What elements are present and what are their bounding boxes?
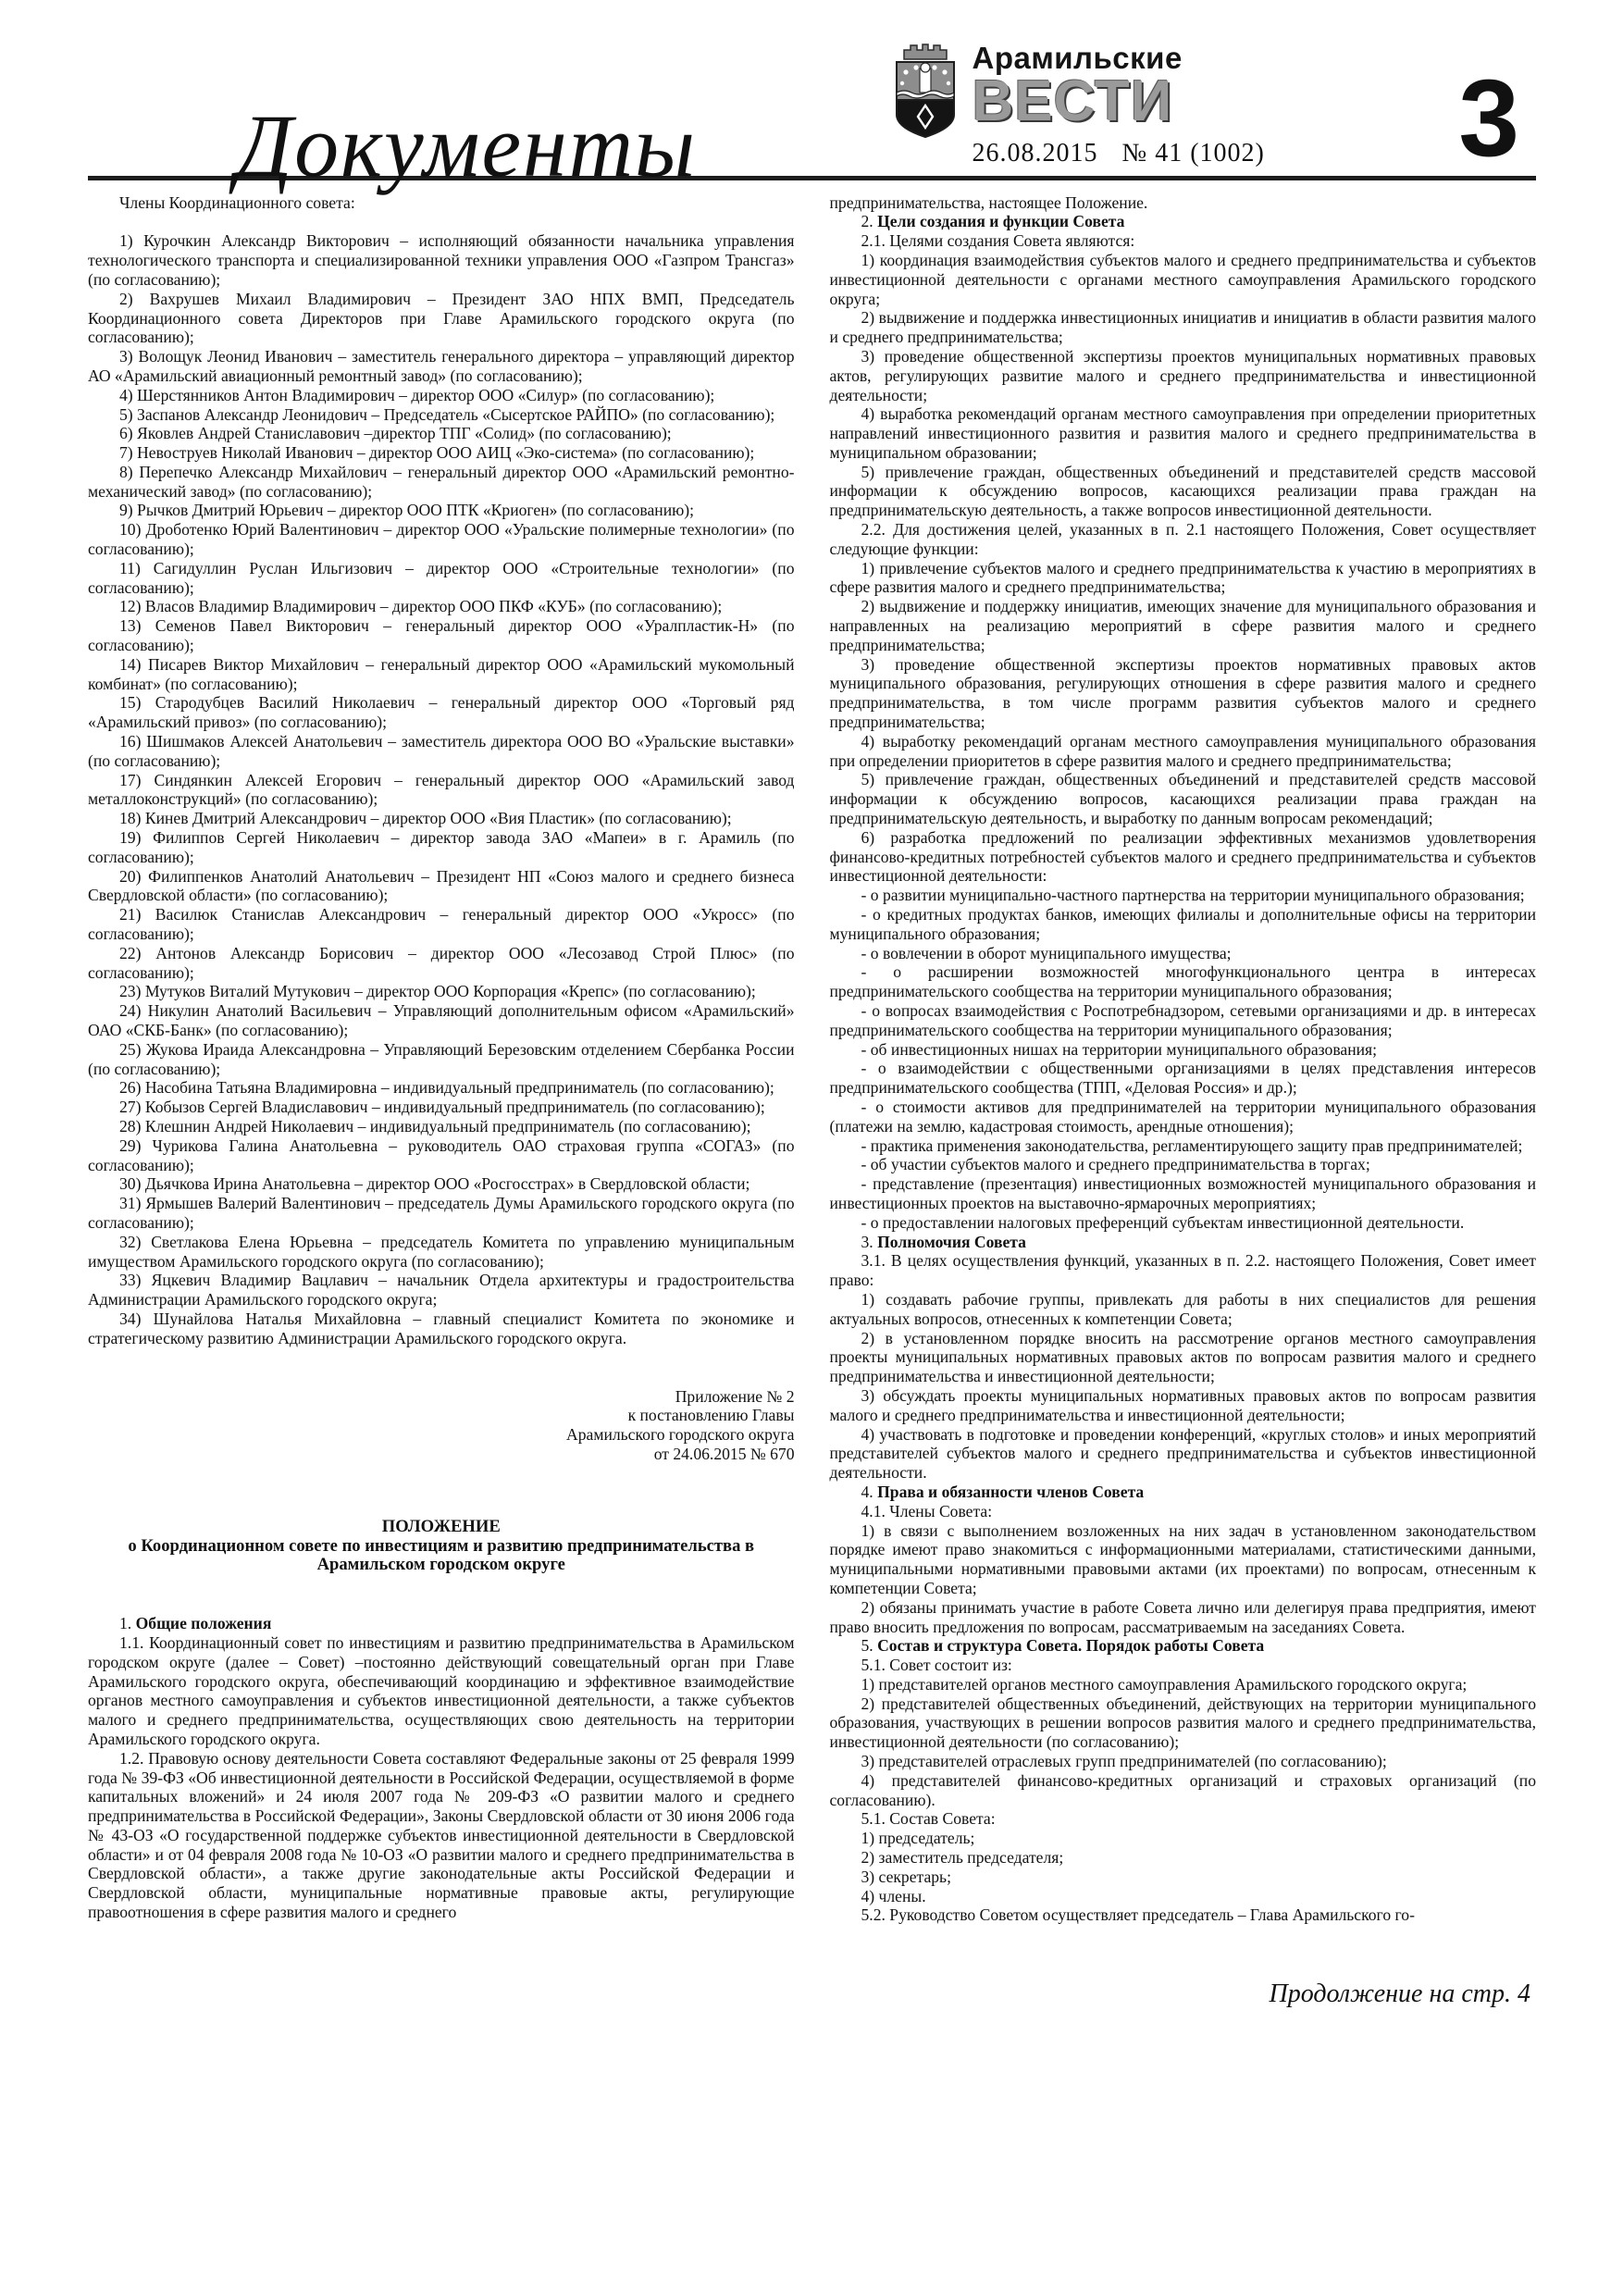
vertical-gap <box>88 1348 795 1387</box>
appendix-reference-line: Приложение № 2 <box>675 1386 795 1406</box>
paragraph: 13) Семенов Павел Викторович – генеральный директор ООО «Уралпластик-Н» (по согласованию); <box>88 616 795 655</box>
paragraph: 9) Рычков Дмитрий Юрьевич – директор ООО ПТК «Криоген» (по согласованию); <box>119 501 695 520</box>
paragraph: 25) Жукова Ираида Александровна – Управляющий Березовским отделением Сбербанка России (по согласованию); <box>88 1039 795 1078</box>
paragraph: - о взаимодействии с общественными организациями в целях представления интересов предпринимательского сообщества (ТПП, «Деловая Россия» и др.); <box>829 1059 1536 1098</box>
paragraph: 23) Мутуков Виталий Мутукович – директор ООО Корпорация «Крепс» (по согласованию); <box>119 982 756 1001</box>
paragraph: - о вовлечении в оборот муниципального имущества; <box>861 943 1232 962</box>
paragraph: 2) в установленном порядке вносить на рассмотрение органов местного самоуправления проекты муниципальных нормативных правовых актов по вопросам развития малого и среднего предпринимательства и инвестиционной деятельности; <box>829 1328 1536 1386</box>
paragraph: - о предоставлении налоговых преференций субъектам инвестиционной деятельности. <box>861 1212 1465 1232</box>
paragraph: 14) Писарев Виктор Михайлович – генеральный директор ООО «Арамильский мукомольный комбинат» (по согласованию); <box>88 654 795 693</box>
paragraph: 3) Волощук Леонид Иванович – заместитель генерального директора – управляющий директор АО «Арамильский авиационный ремонтный завод» (по согласованию); <box>88 347 795 385</box>
paragraph: 22) Антонов Александр Борисович – директор ООО «Лесозавод Строй Плюс» (по согласованию); <box>88 943 795 982</box>
city-coat-of-arms-icon <box>891 43 960 139</box>
paragraph: 16) Шишмаков Алексей Анатольевич – заместитель директора ООО ВО «Уральские выставки» (по согласованию); <box>88 732 795 770</box>
paragraph: 28) Клешнин Андрей Николаевич – индивидуальный предприниматель (по согласованию); <box>119 1116 751 1136</box>
paragraph: 4) выработку рекомендаций органам местного самоуправления муниципального образования при определении приоритетов в сфере развития малого и среднего предпринимательства; <box>829 731 1536 770</box>
paragraph: 6) разработка предложений по реализации эффективных механизмов удовлетворения финансово-кредитных потребностей субъектов малого и среднего предпринимательства и субъектов инвестиционной деятельности: <box>829 827 1536 886</box>
paragraph: 2) заместитель председателя; <box>861 1848 1064 1868</box>
paragraph: 3.1. В целях осуществления функций, указанных в п. 2.2. настоящего Положения, Совет имеет право: <box>829 1251 1536 1290</box>
section-heading <box>830 1233 1537 1252</box>
paragraph: 2.1. Целями создания Совета являются: <box>861 231 1135 251</box>
document-title: о Координационном совете по инвестициям и развитию предпринимательства в Арамильском городском округе <box>128 1535 755 1575</box>
paragraph: 18) Кинев Дмитрий Александрович – директор ООО «Вия Пластик» (по согласованию); <box>119 809 732 828</box>
section-number: 2. <box>861 212 878 231</box>
section-title: Цели создания и функции Совета <box>877 212 1125 231</box>
paragraph: - о расширении возможностей многофункционального центра в интересах предпринимательского сообщества на территории муниципального образования; <box>829 962 1536 1001</box>
paragraph: 10) Дроботенко Юрий Валентинович – директор ООО «Уральские полимерные технологии» (по согласованию); <box>88 520 795 559</box>
paragraph: 8) Перепечко Александр Михайлович – генеральный директор ООО «Арамильский ремонтно-механический завод» (по согласованию); <box>88 462 795 501</box>
paragraph: 3) проведение общественной экспертизы проектов муниципальных нормативных правовых актов, регулирующих развитие малого и среднего предпринимательства и инвестиционной деятельности; <box>829 346 1536 404</box>
masthead <box>891 43 1265 176</box>
page-header <box>88 0 1536 195</box>
paragraph: - практика применения законодательства, регламентирующего защиту прав предпринимателей; <box>861 1136 1523 1155</box>
paragraph: 4) представителей финансово-кредитных организаций и страховых организаций (по согласованию). <box>829 1770 1536 1809</box>
section-heading <box>88 1614 795 1633</box>
paragraph: 1) Курочкин Александр Викторович – исполняющий обязанности начальника управления технологического транспорта и специализированной техники управления ООО «Газпром Трансгаз» (по согласованию); <box>88 231 795 289</box>
section-number: 3. <box>861 1232 878 1251</box>
page-number: 3 <box>1458 57 1519 180</box>
paragraph: 3) секретарь; <box>861 1867 951 1886</box>
paragraph: 12) Власов Владимир Владимирович – директор ООО ПКФ «КУБ» (по согласованию); <box>119 597 723 616</box>
paragraph: 6) Яковлев Андрей Станиславович –директор ТПГ «Солид» (по согласованию); <box>119 424 672 443</box>
paragraph: 29) Чурикова Галина Анатольевна – руководитель ОАО страховая группа «СОГАЗ» (по согласованию); <box>88 1136 795 1174</box>
paragraph: 5.1. Состав Совета: <box>861 1809 996 1829</box>
paragraph: 2) обязаны принимать участие в работе Совета лично или делегируя права предприятия, имеют право вносить предложения по вопросам, рассматриваемым на заседаниях Совета. <box>829 1597 1536 1636</box>
section-title: Состав и структура Совета. Порядок работы Совета <box>877 1636 1265 1656</box>
section-title: Права и обязанности членов Совета <box>877 1482 1145 1501</box>
appendix-reference-line: Арамильского городского округа <box>566 1425 795 1445</box>
paragraph: 4.1. Члены Совета: <box>861 1501 993 1520</box>
section-title: Полномочия Совета <box>877 1232 1026 1251</box>
paragraph: 7) Невоструев Николай Иванович – директор ООО АИЦ «Эко-система» (по согласованию); <box>119 443 755 463</box>
paragraph: 1) создавать рабочие группы, привлекать для работы в них специалистов для решения актуальных вопросов, отнесенных к компетенции Совета; <box>829 1289 1536 1328</box>
paragraph: 2) выдвижение и поддержка инвестиционных инициатив и инициатив в области развития малого и среднего предпринимательства; <box>829 308 1536 347</box>
masthead-name-top: Арамильские <box>972 41 1183 75</box>
paragraph: 19) Филиппов Сергей Николаевич – директор завода ЗАО «Мапеи» в г. Арамиль (по согласованию); <box>88 828 795 866</box>
paragraph: 5.2. Руководство Советом осуществляет председатель – Глава Арамильского го- <box>861 1905 1415 1925</box>
issue-date: 26.08.2015 <box>972 138 1098 168</box>
paragraph: 2) Вахрушев Михаил Владимирович – Президент ЗАО НПХ ВМП, Председатель Координационного совета Директоров при Главе Арамильского городского округа (по согласованию); <box>88 289 795 347</box>
paragraph: 5) Заспанов Александр Леонидович – Председатель «Сысертское РАЙПО» (по согласованию); <box>119 404 775 424</box>
paragraph: 1.2. Правовую основу деятельности Совета составляют Федеральные законы от 25 февраля 1999 года № 39-ФЗ «Об инвестиционной деятельности в Российской Федерации, осуществляемой в форме капитальных вложений» и 24 июля 2007 года № 209-ФЗ «О развитии малого и среднего предпринимательства в Российской Федерации», Законы Свердловской области от 30 июня 2006 года № 43-ОЗ «О государственной поддержке субъектов инвестиционной деятельности в Свердловской области» и от 04 февраля 2008 года № 10-ОЗ «О развитии малого и среднего предпринимательства в Свердловской области», а также другие законодательные акты Российской Федерации и Свердловской области, муниципальные нормативные правовые акты, регулирующие правоотношения в сфере развития малого и среднего <box>88 1748 795 1922</box>
right-column <box>830 193 1537 2010</box>
paragraph: 1) председатель; <box>861 1829 975 1848</box>
paragraph: - о стоимости активов для предпринимателей на территории муниципального образования (платежи на землю, кадастровая стоимость, арендные отношения); <box>829 1097 1536 1136</box>
paragraph: 1) координация взаимодействия субъектов малого и среднего предпринимательства и субъектов инвестиционной деятельности с органами местного самоуправления Арамильского городского округа; <box>829 250 1536 308</box>
issue-number: № 41 (1002) <box>1121 138 1265 168</box>
paragraph: 1) в связи с выполнением возложенных на них задач в установленном законодательством порядке имеют право знакомиться с информационными материалами, статистическими данными, муниципальными нормативными правовыми актами (их проектами) по вопросам, отнесенным к компетенции Совета; <box>829 1520 1536 1597</box>
paragraph: 5) привлечение граждан, общественных объединений и представителей средств массовой информации к обсуждению вопросов, касающихся реализации права граждан на предпринимательскую деятельность, а также вопросов инвестиционной деятельности. <box>829 462 1536 520</box>
paragraph: 34) Шунайлова Наталья Михайловна – главный специалист Комитета по экономике и стратегическому развитию Администрации Арамильского городского округа. <box>88 1309 795 1347</box>
paragraph: 1.1. Координационный совет по инвестициям и развитию предпринимательства в Арамильском городском округе (далее – Совет) –постоянно действующий совещательный орган при Главе Арамильского городского округа, обеспечивающий координацию и эффективное взаимодействие органов местного самоуправления и субъектов инвестиционной деятельности, а также субъектов малого и среднего предпринимательства, осуществляющих свою деятельность на территории Арамильского городского округа. <box>88 1632 795 1748</box>
left-column <box>88 193 795 2010</box>
paragraph: 4) члены. <box>861 1886 926 1905</box>
paragraph: - представление (презентация) инвестиционных возможностей муниципального образования и инвестиционных проектов на выставочно-ярмарочных мероприятиях; <box>829 1174 1536 1212</box>
section-number: 5. <box>861 1636 878 1656</box>
paragraph: - об участии субъектов малого и среднего предпринимательства в торгах; <box>861 1155 1370 1174</box>
paragraph: 2) выдвижение и поддержку инициатив, имеющих значение для муниципального образования и направленных на реализацию мероприятий в сфере развития малого и среднего предпринимательства; <box>829 597 1536 654</box>
paragraph: 26) Насобина Татьяна Владимировна – индивидуальный предприниматель (по согласованию); <box>119 1078 774 1098</box>
paragraph: 4) выработка рекомендаций органам местного самоуправления при определении приоритетных направлений инвестиционного развития и развития малого и среднего предпринимательства в муниципальном образовании; <box>829 404 1536 462</box>
paragraph: 31) Ярмышев Валерий Валентинович – председатель Думы Арамильского городского округа (по согласованию); <box>88 1194 795 1232</box>
paragraph: 24) Никулин Анатолий Васильевич – Управляющий дополнительным офисом «Арамильский» ОАО «СКБ-Банк» (по согласованию); <box>88 1001 795 1039</box>
paragraph: 30) Дьячкова Ирина Анатольевна – директор ООО «Росгосстрах» в Свердловской области; <box>119 1174 750 1194</box>
paragraph: 32) Светлакова Елена Юрьевна – председатель Комитета по управлению муниципальным имуществом Арамильского городского округа (по согласованию); <box>88 1232 795 1271</box>
section-title: Общие положения <box>135 1614 272 1633</box>
appendix-reference-line: от 24.06.2015 № 670 <box>653 1444 795 1463</box>
vertical-gap <box>88 212 795 231</box>
paragraph: 15) Стародубцев Василий Николаевич – генеральный директор ООО «Торговый ряд «Арамильский привоз» (по согласованию); <box>88 693 795 732</box>
paragraph: Члены Координационного совета: <box>119 192 355 212</box>
masthead-text <box>973 43 1265 168</box>
paragraph: 27) Кобызов Сергей Владиславович – индивидуальный предприниматель (по согласованию); <box>119 1098 765 1117</box>
section-heading <box>830 1636 1537 1656</box>
paragraph: 33) Яцкевич Владимир Вацлавич – начальник Отдела архитектуры и градостроительства Администрации Арамильского городского округа; <box>88 1271 795 1309</box>
continuation-note: Продолжение на стр. 4 <box>1269 1980 1530 2009</box>
paragraph: 4) Шерстянников Антон Владимирович – директор ООО «Силур» (по согласованию); <box>119 385 715 404</box>
paragraph: 2.2. Для достижения целей, указанных в п. 2.1 настоящего Положения, Совет осуществляет следующие функции: <box>829 520 1536 558</box>
vertical-gap <box>88 1464 795 1518</box>
paragraph: 1) привлечение субъектов малого и среднего предпринимательства к участию в мероприятиях в сфере развития малого и среднего предпринимательства; <box>829 558 1536 597</box>
masthead-name-bottom: ВЕСТИ <box>972 68 1173 133</box>
appendix-reference-line: к постановлению Главы <box>627 1406 795 1425</box>
paragraph: - об инвестиционных нишах на территории муниципального образования; <box>861 1039 1378 1059</box>
article-body <box>88 193 1536 2010</box>
section-number: 1. <box>119 1614 136 1633</box>
section-heading <box>830 1483 1537 1502</box>
section-heading <box>830 212 1537 231</box>
paragraph: 20) Филиппенков Анатолий Анатольевич – Президент НП «Союз малого и среднего бизнеса Свердловской области» (по согласованию); <box>88 866 795 905</box>
masthead-dateline <box>973 139 1265 168</box>
paragraph: 11) Сагидуллин Руслан Ильгизович – директор ООО «Строительные технологии» (по согласованию); <box>88 558 795 597</box>
paragraph: 1) представителей органов местного самоуправления Арамильского городского округа; <box>861 1674 1468 1694</box>
vertical-gap <box>88 1575 795 1614</box>
paragraph: 5) привлечение граждан, общественных объединений и представителей средств массовой информации к обсуждению вопросов, касающихся реализации права граждан на предпринимательскую деятельность, и выработку по данным вопросам рекомендаций; <box>829 770 1536 828</box>
paragraph: - о кредитных продуктах банков, имеющих филиалы и дополнительные офисы на территории муниципального образования; <box>829 905 1536 943</box>
paragraph: предпринимательства, настоящее Положение. <box>829 192 1148 212</box>
paragraph: 17) Синдянкин Алексей Егорович – генеральный директор ООО «Арамильский завод металлоконструкций» (по согласованию); <box>88 770 795 809</box>
document-title: ПОЛОЖЕНИЕ <box>381 1516 501 1536</box>
paragraph: 3) обсуждать проекты муниципальных нормативных правовых актов по вопросам развития малого и среднего предпринимательства и инвестиционной деятельности; <box>829 1385 1536 1424</box>
paragraph: 3) представителей отраслевых групп предпринимателей (по согласованию); <box>861 1752 1387 1771</box>
paragraph: 4) участвовать в подготовке и проведении конференций, «круглых столов» и иных мероприятий представителей субъектов малого и среднего предпринимательства и субъектов инвестиционной деятельности. <box>829 1424 1536 1483</box>
vertical-gap <box>830 1925 1537 1979</box>
paragraph: 5.1. Совет состоит из: <box>861 1656 1012 1675</box>
section-number: 4. <box>861 1482 878 1501</box>
paragraph: 2) представителей общественных объединений, действующих на территории муниципального образования, участвующих в решении вопросов развития малого и среднего предпринимательства, инвестиционной деятельности (по согласованию); <box>829 1694 1536 1752</box>
page-title: Документы <box>236 95 698 195</box>
paragraph: 3) проведение общественной экспертизы проектов нормативных правовых актов муниципального образования, регулирующих отношения в сфере развития малого и среднего предпринимательства, в том числе программ развития субъектов малого и среднего предпринимательства; <box>829 654 1536 732</box>
paragraph: - о развитии муниципально-частного партнерства на территории муниципального образования; <box>861 886 1525 905</box>
paragraph: 21) Василюк Станислав Александрович – генеральный директор ООО «Укросс» (по согласованию); <box>88 905 795 944</box>
paragraph: - о вопросах взаимодействия с Роспотребнадзором, сетевыми организациями и др. в интересах предпринимательского сообщества на территории муниципального образования; <box>829 1001 1536 1039</box>
